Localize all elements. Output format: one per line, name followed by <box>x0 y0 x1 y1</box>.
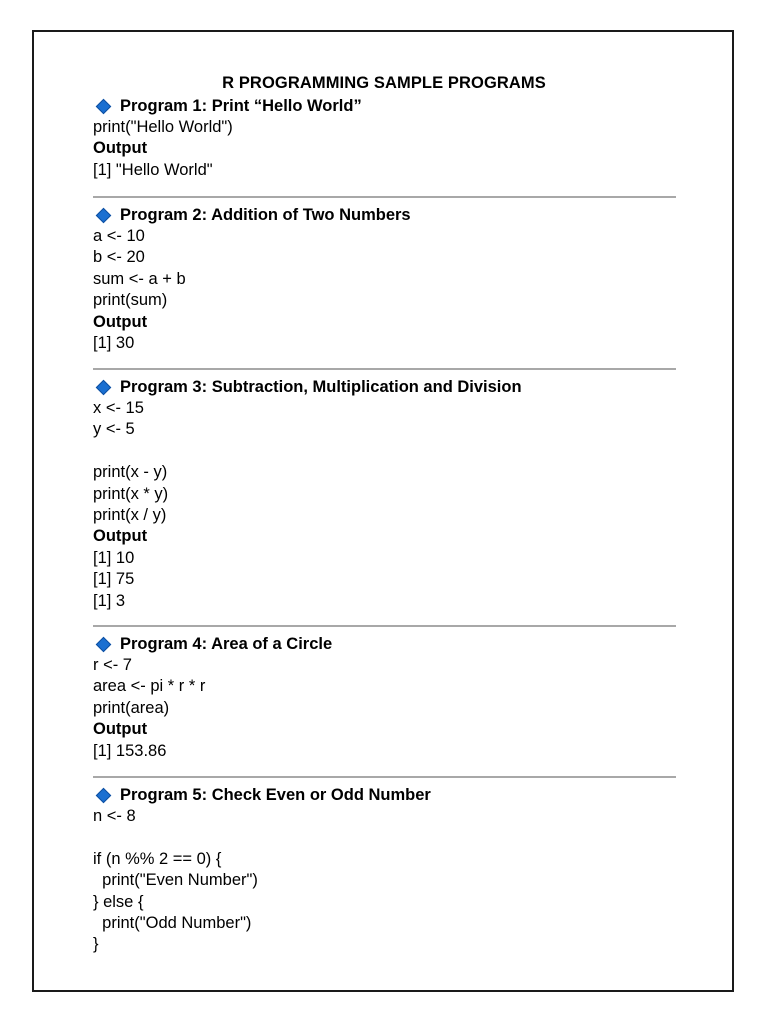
code-line: r <- 7 <box>93 656 132 674</box>
output-label: Output <box>93 527 148 546</box>
section-divider <box>93 625 676 627</box>
output-line: [1] "Hello World" <box>93 160 213 179</box>
code-line: n <- 8 <box>93 807 136 825</box>
output-label: Output <box>93 312 148 331</box>
program-4-section <box>93 634 678 762</box>
code-line: a <- 10 <box>93 227 145 245</box>
program-heading <box>93 785 678 806</box>
code-line: print(area) <box>93 698 170 717</box>
program-heading-text: Program 5: Check Even or Odd Number <box>120 786 431 804</box>
code-line: print(x * y) <box>93 484 169 503</box>
code-line: print(x / y) <box>93 505 167 524</box>
output-line: [1] 3 <box>93 591 126 610</box>
program-heading <box>93 96 678 117</box>
blue-diamond-icon <box>96 380 112 396</box>
program-5-section <box>93 785 678 956</box>
blue-diamond-icon <box>96 788 112 804</box>
program-heading <box>93 377 678 398</box>
code-line <box>93 827 678 848</box>
code-line: } else { <box>93 892 144 911</box>
code-line: sum <- a + b <box>93 269 186 288</box>
program-1-section <box>93 96 678 181</box>
program-3-section <box>93 377 678 612</box>
program-heading-text: Program 2: Addition of Two Numbers <box>120 206 411 224</box>
program-heading-text: Program 1: Print “Hello World” <box>120 97 362 115</box>
code-line: } <box>93 935 99 954</box>
code-line: y <- 5 <box>93 420 135 439</box>
document-title: R PROGRAMMING SAMPLE PROGRAMS <box>222 74 546 92</box>
code-line: print("Hello World") <box>93 118 233 136</box>
blue-diamond-icon <box>96 637 112 653</box>
output-line: [1] 153.86 <box>93 741 167 760</box>
code-line: print("Even Number") <box>93 871 258 890</box>
program-heading-text: Program 4: Area of a Circle <box>120 635 333 653</box>
section-divider <box>93 776 676 778</box>
output-line: [1] 10 <box>93 548 135 567</box>
section-divider <box>93 368 676 370</box>
program-heading <box>93 205 678 226</box>
output-label: Output <box>93 720 148 739</box>
code-line: if (n %% 2 == 0) { <box>93 849 222 868</box>
blue-diamond-icon <box>96 99 112 115</box>
code-line: print("Odd Number") <box>93 913 252 932</box>
code-line: print(sum) <box>93 291 168 310</box>
section-divider <box>93 196 676 198</box>
code-line: x <- 15 <box>93 399 144 417</box>
code-line: print(x - y) <box>93 463 168 482</box>
code-line <box>93 441 678 462</box>
program-2-section <box>93 205 678 354</box>
output-label: Output <box>93 139 148 158</box>
blue-diamond-icon <box>96 208 112 224</box>
program-heading-text: Program 3: Subtraction, Multiplication and Division <box>120 378 522 396</box>
output-line: [1] 30 <box>93 333 135 352</box>
code-line: area <- pi * r * r <box>93 677 206 696</box>
program-heading <box>93 634 678 655</box>
code-line: b <- 20 <box>93 248 145 267</box>
output-line: [1] 75 <box>93 570 135 589</box>
